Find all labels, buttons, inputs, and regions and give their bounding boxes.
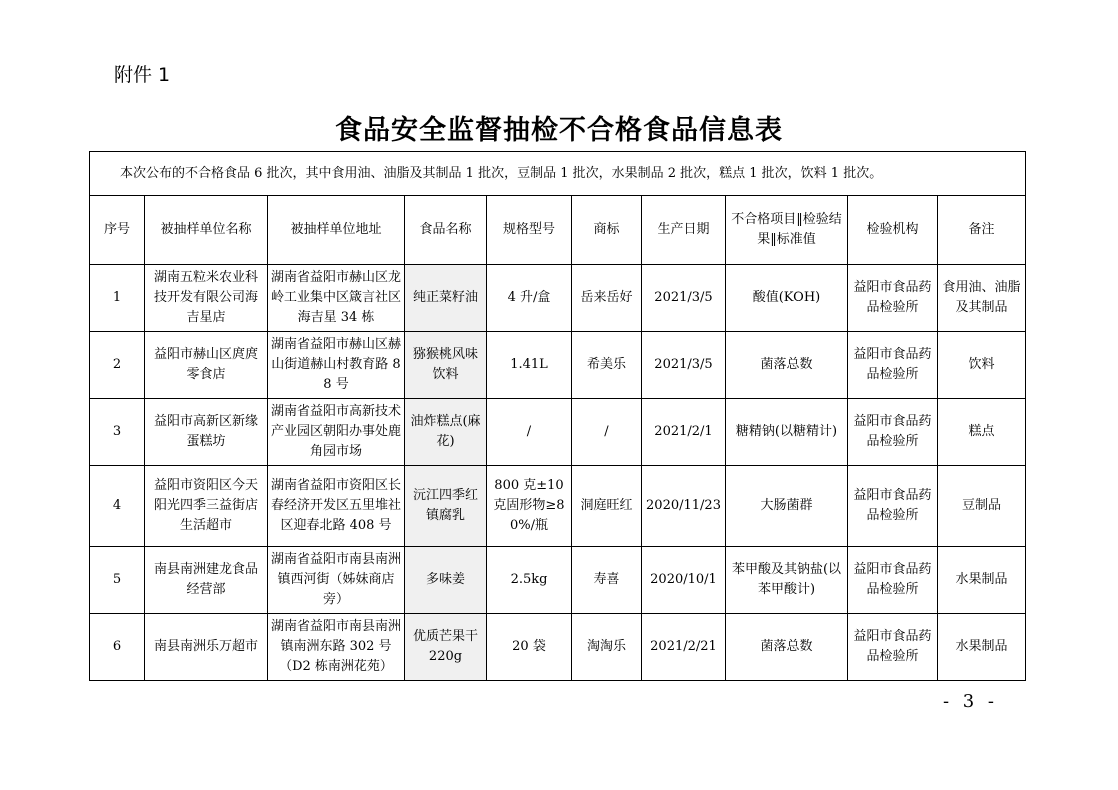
table-cell: 2021/2/21 — [642, 614, 726, 681]
table-cell: 湖南省益阳市南县南洲镇南洲东路 302 号（D2 栋南洲花苑） — [268, 614, 405, 681]
table-cell: 水果制品 — [938, 547, 1026, 614]
table-cell: 湖南省益阳市赫山区龙岭工业集中区箴言社区海吉星 34 栋 — [268, 265, 405, 332]
table-cell: 纯正菜籽油 — [405, 265, 487, 332]
table-cell: 6 — [90, 614, 145, 681]
page-number: - 3 - — [942, 691, 998, 712]
table-header-row — [90, 196, 1026, 265]
table-cell: 糖精钠(以糖精计) — [726, 399, 848, 466]
table-cell: 猕猴桃风味饮料 — [405, 332, 487, 399]
intro-text: 本次公布的不合格食品 6 批次，其中食用油、油脂及其制品 1 批次，豆制品 1 批次，水果制品 2 批次，糕点 1 批次，饮料 1 批次。 — [90, 152, 1026, 196]
table-cell: 湖南省益阳市赫山区赫山街道赫山村教育路 88 号 — [268, 332, 405, 399]
table-cell: 2020/11/23 — [642, 466, 726, 547]
header-cell: 检验机构 — [848, 196, 938, 265]
page-title: 食品安全监督抽检不合格食品信息表 — [335, 115, 783, 146]
table-cell: 2.5kg — [487, 547, 572, 614]
table-cell: 益阳市高新区新缘蛋糕坊 — [145, 399, 268, 466]
table-cell: 酸值(KOH) — [726, 265, 848, 332]
table-cell: 淘淘乐 — [572, 614, 642, 681]
table-cell: 2021/2/1 — [642, 399, 726, 466]
table-row — [90, 614, 1026, 681]
table-cell: 糕点 — [938, 399, 1026, 466]
table-cell: / — [487, 399, 572, 466]
table-cell: 益阳市赫山区庹庹零食店 — [145, 332, 268, 399]
table-cell: 豆制品 — [938, 466, 1026, 547]
table-cell: 洞庭旺红 — [572, 466, 642, 547]
table-cell: 2 — [90, 332, 145, 399]
table-cell: 2021/3/5 — [642, 332, 726, 399]
table-cell: 岳来岳好 — [572, 265, 642, 332]
table-cell: 油炸糕点(麻花) — [405, 399, 487, 466]
table-cell: 大肠菌群 — [726, 466, 848, 547]
table-cell: 湖南五粒米农业科技开发有限公司海吉星店 — [145, 265, 268, 332]
table-cell: 苯甲酸及其钠盐(以苯甲酸计) — [726, 547, 848, 614]
table-cell: 优质芒果干 220g — [405, 614, 487, 681]
table-cell: 益阳市食品药品检验所 — [848, 547, 938, 614]
header-cell: 食品名称 — [405, 196, 487, 265]
table-cell: 希美乐 — [572, 332, 642, 399]
header-cell: 被抽样单位名称 — [145, 196, 268, 265]
header-cell: 序号 — [90, 196, 145, 265]
table-row — [90, 466, 1026, 547]
table-cell: 寿喜 — [572, 547, 642, 614]
table-cell: 益阳市食品药品检验所 — [848, 399, 938, 466]
table-cell: 1.41L — [487, 332, 572, 399]
table-cell: 益阳市食品药品检验所 — [848, 614, 938, 681]
table-cell: 菌落总数 — [726, 614, 848, 681]
table-cell: 水果制品 — [938, 614, 1026, 681]
table-row — [90, 332, 1026, 399]
table-cell: 益阳市资阳区今天阳光四季三益街店生活超市 — [145, 466, 268, 547]
table-cell: 沅江四季红镇腐乳 — [405, 466, 487, 547]
header-cell: 规格型号 — [487, 196, 572, 265]
info-table — [89, 151, 1026, 681]
header-cell: 商标 — [572, 196, 642, 265]
table-cell: 1 — [90, 265, 145, 332]
table-cell: 湖南省益阳市高新技术产业园区朝阳办事处鹿角园市场 — [268, 399, 405, 466]
table-cell: 4 — [90, 466, 145, 547]
table-cell: 多味姜 — [405, 547, 487, 614]
header-cell: 备注 — [938, 196, 1026, 265]
table-row — [90, 547, 1026, 614]
header-cell: 不合格项目‖检验结果‖标准值 — [726, 196, 848, 265]
table-cell: 益阳市食品药品检验所 — [848, 265, 938, 332]
table-cell: 益阳市食品药品检验所 — [848, 332, 938, 399]
table-cell: 饮料 — [938, 332, 1026, 399]
table-cell: 湖南省益阳市南县南洲镇西河街（姊妹商店旁） — [268, 547, 405, 614]
table-cell: 南县南洲乐万超市 — [145, 614, 268, 681]
table-cell: 3 — [90, 399, 145, 466]
attachment-label: 附件 1 — [114, 64, 171, 86]
table-cell: 湖南省益阳市资阳区长春经济开发区五里堆社区迎春北路 408 号 — [268, 466, 405, 547]
table-cell: 益阳市食品药品检验所 — [848, 466, 938, 547]
table-cell: 5 — [90, 547, 145, 614]
table-cell: 4 升/盒 — [487, 265, 572, 332]
header-cell: 生产日期 — [642, 196, 726, 265]
table-cell: 南县南洲建龙食品经营部 — [145, 547, 268, 614]
table-cell: 2020/10/1 — [642, 547, 726, 614]
table-cell: 2021/3/5 — [642, 265, 726, 332]
table-cell: 800 克±10 克固形物≥80%/瓶 — [487, 466, 572, 547]
table-cell: / — [572, 399, 642, 466]
table-cell: 菌落总数 — [726, 332, 848, 399]
table-cell: 食用油、油脂及其制品 — [938, 265, 1026, 332]
table-row — [90, 399, 1026, 466]
table-cell: 20 袋 — [487, 614, 572, 681]
table-row — [90, 265, 1026, 332]
header-cell: 被抽样单位地址 — [268, 196, 405, 265]
